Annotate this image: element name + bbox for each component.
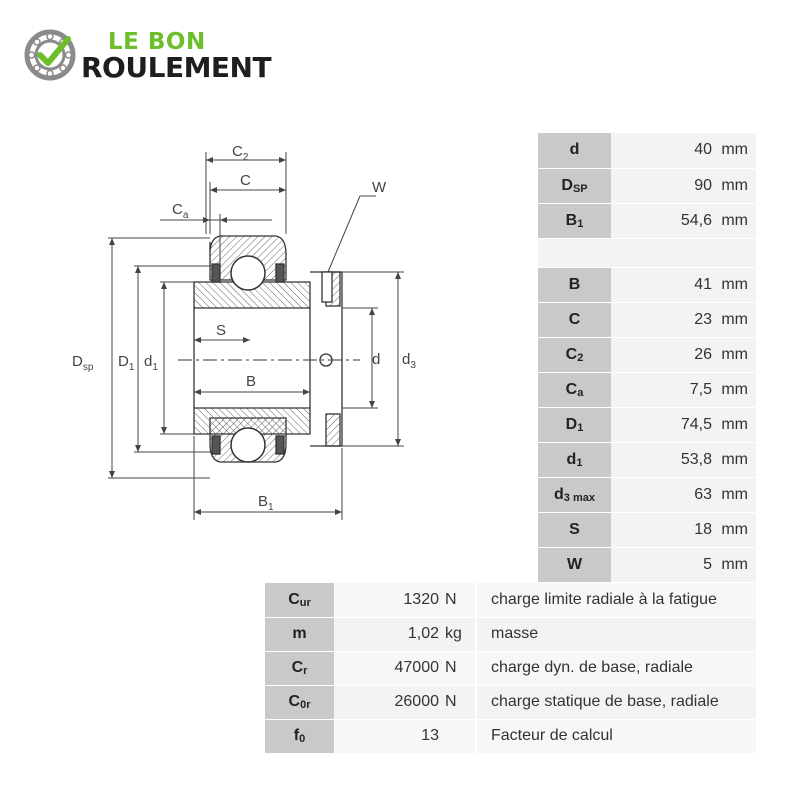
symbol-cell bbox=[265, 617, 334, 651]
load-row bbox=[265, 651, 756, 685]
dimension-unit: mm bbox=[721, 520, 748, 538]
load-value: 26000 bbox=[394, 693, 439, 710]
table-spacer-row bbox=[538, 238, 756, 267]
dimension-value: 63 bbox=[694, 485, 712, 503]
load-value: 47000 bbox=[394, 659, 439, 676]
dimension-value-cell bbox=[611, 302, 756, 337]
dimension-table bbox=[538, 133, 756, 583]
label-d: d bbox=[372, 351, 381, 368]
dimension-unit: mm bbox=[721, 415, 748, 433]
dimension-row bbox=[538, 512, 756, 547]
load-table bbox=[265, 583, 756, 754]
label-b: B bbox=[246, 373, 257, 390]
symbol-text: C bbox=[288, 693, 301, 710]
symbol-text: f bbox=[293, 727, 300, 744]
logo-text-top: LE BON bbox=[108, 29, 206, 55]
load-value-cell bbox=[334, 651, 476, 685]
symbol-text: d bbox=[569, 141, 580, 159]
symbol-subscript: 2 bbox=[577, 351, 584, 364]
symbol-cell bbox=[538, 407, 611, 442]
dimension-unit: mm bbox=[721, 450, 748, 468]
symbol-text: C bbox=[291, 659, 304, 676]
bearing-drawing bbox=[60, 130, 440, 530]
bearing-section-svg bbox=[60, 130, 440, 530]
label-dsp: $D_{sp}$ bbox=[72, 353, 94, 373]
load-value: 1,02 bbox=[407, 625, 439, 642]
symbol-text: B bbox=[565, 211, 578, 229]
load-description: Facteur de calcul bbox=[476, 719, 756, 753]
dimension-row bbox=[538, 133, 756, 168]
load-description: masse bbox=[476, 617, 756, 651]
symbol-cell bbox=[538, 512, 611, 547]
dimension-row bbox=[538, 442, 756, 477]
load-unit: N bbox=[445, 693, 457, 710]
dimension-value-cell bbox=[611, 477, 756, 512]
symbol-cell bbox=[538, 547, 611, 582]
dimension-value-cell bbox=[611, 442, 756, 477]
symbol-subscript: a bbox=[577, 386, 584, 399]
load-value: 1320 bbox=[403, 590, 439, 608]
dimension-row bbox=[538, 477, 756, 512]
dimension-value-cell bbox=[611, 547, 756, 582]
dimension-unit: mm bbox=[721, 141, 748, 159]
label-d1-inner: $d_1$ bbox=[144, 353, 158, 373]
dimension-value-cell bbox=[611, 267, 756, 302]
symbol-subscript: 1 bbox=[577, 421, 584, 434]
symbol-text: C bbox=[288, 590, 300, 608]
load-value-cell bbox=[334, 617, 476, 651]
dimension-value: 7,5 bbox=[689, 380, 712, 398]
symbol-subscript: 1 bbox=[577, 217, 584, 230]
logo-text-bottom: ROULEMENT bbox=[81, 51, 272, 84]
dimension-unit: mm bbox=[721, 485, 748, 503]
symbol-text: B bbox=[568, 275, 581, 293]
symbol-cell bbox=[265, 685, 334, 719]
load-row bbox=[265, 719, 756, 753]
symbol-cell bbox=[538, 203, 611, 238]
dimension-value: 53,8 bbox=[680, 450, 712, 468]
dimension-unit: mm bbox=[721, 310, 748, 328]
dimension-unit: mm bbox=[721, 275, 748, 293]
symbol-text: C bbox=[565, 380, 578, 398]
symbol-cell bbox=[265, 583, 334, 617]
load-value: 13 bbox=[421, 727, 439, 744]
symbol-subscript: ur bbox=[299, 596, 311, 609]
spacer-cell bbox=[611, 238, 756, 267]
ball-bottom bbox=[231, 428, 265, 462]
dimension-value: 74,5 bbox=[680, 415, 712, 433]
bearing-check-icon bbox=[24, 29, 76, 81]
symbol-cell bbox=[538, 168, 611, 203]
dimension-value: 5 bbox=[703, 555, 712, 573]
load-unit: N bbox=[445, 590, 457, 608]
dimension-value: 90 bbox=[694, 176, 712, 194]
set-screw bbox=[322, 272, 332, 302]
dimension-row bbox=[538, 302, 756, 337]
dimension-value-cell bbox=[611, 372, 756, 407]
symbol-cell bbox=[265, 719, 334, 753]
logo bbox=[24, 27, 304, 87]
dimension-row bbox=[538, 372, 756, 407]
dimension-unit: mm bbox=[721, 176, 748, 194]
load-description: charge dyn. de base, radiale bbox=[476, 651, 756, 685]
dimension-row bbox=[538, 168, 756, 203]
dimension-value: 18 bbox=[694, 520, 712, 538]
dimension-value: 54,6 bbox=[680, 211, 712, 229]
symbol-cell bbox=[538, 302, 611, 337]
symbol-subscript: r bbox=[303, 665, 308, 677]
label-ca: $C_a$ bbox=[172, 201, 189, 221]
dimension-value-cell bbox=[611, 133, 756, 168]
symbol-subscript: 0r bbox=[300, 699, 311, 711]
dimension-value: 41 bbox=[694, 275, 712, 293]
symbol-text: C bbox=[565, 345, 578, 363]
load-unit: kg bbox=[445, 625, 462, 642]
load-unit: N bbox=[445, 659, 457, 676]
label-s: S bbox=[216, 322, 227, 339]
symbol-cell bbox=[538, 372, 611, 407]
symbol-text: d bbox=[554, 485, 564, 503]
symbol-cell bbox=[538, 267, 611, 302]
label-d1-outer: $D_1$ bbox=[118, 353, 135, 373]
symbol-cell bbox=[538, 477, 611, 512]
symbol-subscript: 0 bbox=[299, 733, 306, 745]
symbol-text: C bbox=[568, 310, 581, 328]
load-value-cell bbox=[334, 583, 476, 617]
dimension-value: 26 bbox=[694, 345, 712, 363]
symbol-text: D bbox=[561, 176, 573, 194]
dimension-row bbox=[538, 407, 756, 442]
label-c: C bbox=[240, 172, 251, 189]
dimension-row bbox=[538, 267, 756, 302]
symbol-cell bbox=[538, 442, 611, 477]
label-c2: $C_2$ bbox=[232, 143, 249, 163]
load-row bbox=[265, 617, 756, 651]
symbol-subscript: SP bbox=[572, 182, 588, 195]
symbol-subscript: 3 max bbox=[563, 491, 595, 504]
dimension-value-cell bbox=[611, 203, 756, 238]
load-row bbox=[265, 583, 756, 617]
dimension-value-cell bbox=[611, 168, 756, 203]
dimension-row bbox=[538, 547, 756, 582]
label-d3: $d_3$ bbox=[402, 351, 416, 371]
dimension-value-cell bbox=[611, 337, 756, 372]
dimension-unit: mm bbox=[721, 555, 748, 573]
symbol-cell bbox=[538, 337, 611, 372]
symbol-cell bbox=[265, 651, 334, 685]
dimension-row bbox=[538, 337, 756, 372]
dimension-unit: mm bbox=[721, 211, 748, 229]
label-w: W bbox=[372, 179, 387, 196]
spacer-cell bbox=[538, 238, 611, 267]
load-value-cell bbox=[334, 719, 476, 753]
dimension-unit: mm bbox=[721, 345, 748, 363]
symbol-subscript: 1 bbox=[576, 456, 583, 469]
symbol-cell bbox=[538, 133, 611, 168]
dimension-value-cell bbox=[611, 512, 756, 547]
label-b1: $B_1$ bbox=[258, 493, 274, 513]
symbol-text: d bbox=[566, 450, 577, 468]
symbol-text: S bbox=[569, 520, 580, 538]
ball-top bbox=[231, 256, 265, 290]
dimension-value-cell bbox=[611, 407, 756, 442]
dimension-value: 40 bbox=[694, 141, 712, 159]
load-description: charge statique de base, radiale bbox=[476, 685, 756, 719]
dimension-value: 23 bbox=[694, 310, 712, 328]
dimension-unit: mm bbox=[721, 380, 748, 398]
load-value-cell bbox=[334, 685, 476, 719]
dimension-row bbox=[538, 203, 756, 238]
symbol-text: D bbox=[565, 415, 578, 433]
load-row bbox=[265, 685, 756, 719]
load-description: charge limite radiale à la fatigue bbox=[476, 583, 756, 617]
symbol-text: m bbox=[292, 625, 307, 642]
symbol-text: W bbox=[566, 555, 583, 573]
